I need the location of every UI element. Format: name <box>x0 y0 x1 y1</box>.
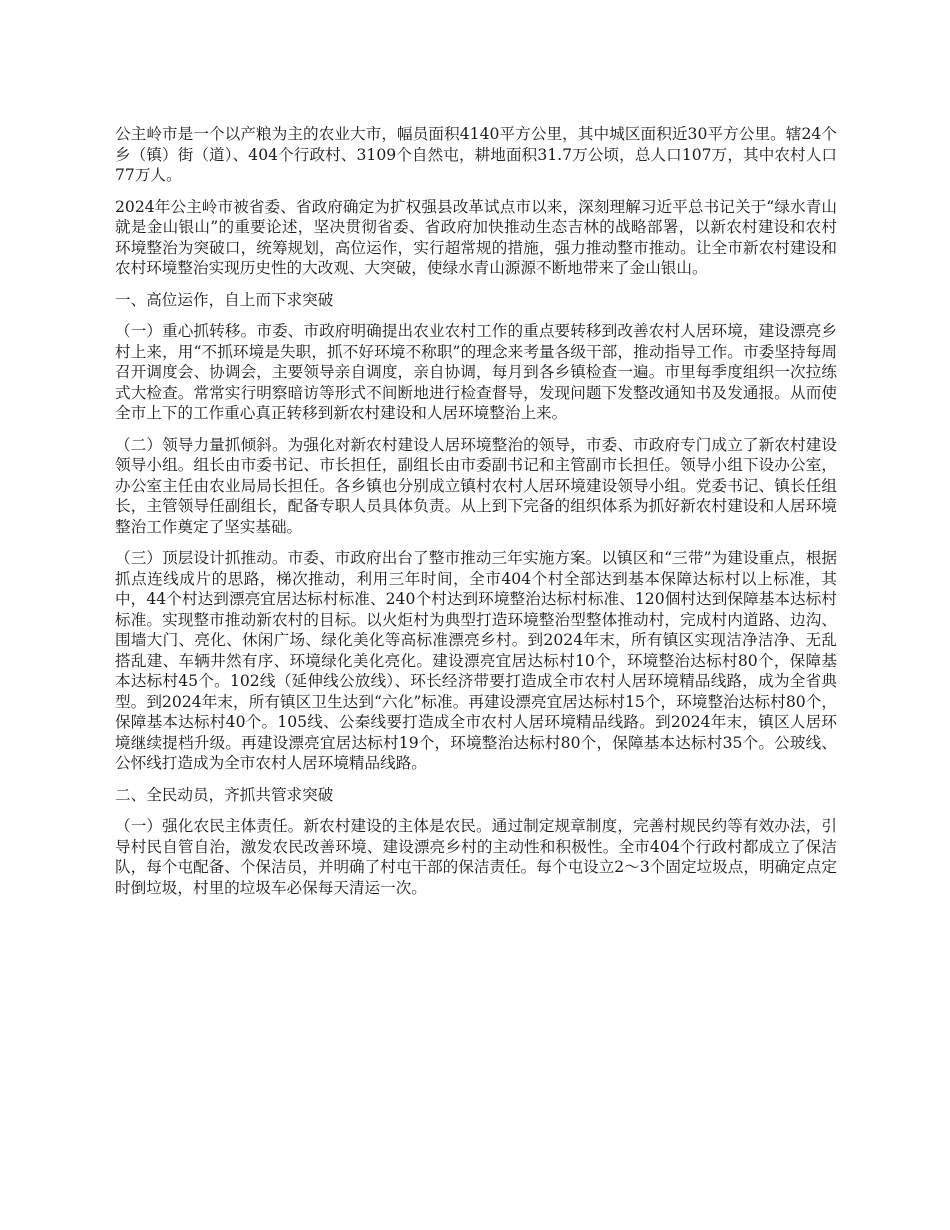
document-body <box>115 124 837 909</box>
paragraph-1-1: （一）重心抓转移。市委、市政府明确提出农业农村工作的重点要转移到改善农村人居环境，建设漂亮乡村上来，用“不抓环境是失职，抓不好环境不称职”的理念来考量各级干部，推动指导工作。市委坚持每周召开调度会、协调会，主要领导亲自调度，亲自协调，每月到各乡镇检查一遍。市里每季度组织一次拉练式大检查。常常实行明察暗访等形式不间断地进行检查督导，发现问题下发整改通知书及发通报。从而使全市上下的工作重心真正转移到新农村建设和人居环境整治上来。 <box>115 322 837 422</box>
paragraph-1-2: （二）领导力量抓倾斜。为强化对新农村建设人居环境整治的领导，市委、市政府专门成立了新农村建设领导小组。组长由市委书记、市长担任，副组长由市委副书记和主管副市长担任。领导小组下设办公室，办公室主任由农业局局长担任。各乡镇也分别成立镇村农村人居环境建设领导小组。党委书记、镇长任组长，主管领导任副组长，配备专职人员具体负责。从上到下完备的组织体系为抓好新农村建设和人居环境整治工作奠定了坚实基础。 <box>115 435 837 536</box>
paragraph-2-1: （一）强化农民主体责任。新农村建设的主体是农民。通过制定规章制度，完善村规民约等有效办法，引导村民自管自治，激发农民改善环境、建设漂亮乡村的主动性和积极性。全市404个行政村都成立了保洁队，每个屯配备、个保洁员，并明确了村屯干部的保洁责任。每个屯设立2～3个固定垃圾点，明确定点定时倒垃圾，村里的垃圾车必保每天清运一次。 <box>115 817 837 897</box>
section-heading-2: 二、全民动员，齐抓共管求突破 <box>115 785 334 804</box>
section-heading-1: 一、高位运作，自上而下求突破 <box>115 290 334 309</box>
paragraph-background: 2024年公主岭市被省委、省政府确定为扩权强县改革试点市以来，深刻理解习近平总书记关于“绿水青山就是金山银山”的重要论述，坚决贯彻省委、省政府加快推动生态吉林的战略部署，以新农村建设和农村环境整治为突破口，统筹规划，高位运作，实行超常规的措施，强力推动整市推动。让全市新农村建设和农村环境整治实现历史性的大改观、大突破，使绿水青山源源不断地带来了金山银山。 <box>115 197 837 277</box>
paragraph-overview: 公主岭市是一个以产粮为主的农业大市，幅员面积4140平方公里，其中城区面积近30平方公里。辖24个乡（镇）街（道）、404个行政村、3109个自然屯，耕地面积31.7万公顷，总人口107万，其中农村人口77万人。 <box>115 125 837 184</box>
paragraph-1-3: （三）顶层设计抓推动。市委、市政府出台了整市推动三年实施方案。以镇区和“三带”为建设重点，根据抓点连线成片的思路，梯次推动，利用三年时间，全市404个村全部达到基本保障达标村以上标准，其中，44个村达到漂亮宜居达标村标准、240个村达到环境整治达标村标准、120個村达到保障基本达标村标准。实现整市推动新农村的目标。以火炬村为典型打造环境整治型整体推动村，完成村内道路、边沟、围墙大门、亮化、休闲广场、绿化美化等高标准漂亮乡村。到2024年末，所有镇区实现洁净洁净、无乱搭乱建、车辆井然有序、环境绿化美化亮化。建设漂亮宜居达标村10个，环境整治达标村80个，保障基本达标村45个。102线（延伸线公放线）、环长经济带要打造成全市农村人居环境精品线路，成为全省典型。到2024年末，所有镇区卫生达到“六化”标准。再建设漂亮宜居达标村15个，环境整治达标村80个，保障基本达标村40个。105线、公秦线要打造成全市农村人居环境精品线路。到2024年末，镇区人居环境继续提档升级。再建设漂亮宜居达标村19个，环境整治达标村80个，保障基本达标村35个。公玻线、公怀线打造成为全市农村人居环境精品线路。 <box>115 549 837 772</box>
